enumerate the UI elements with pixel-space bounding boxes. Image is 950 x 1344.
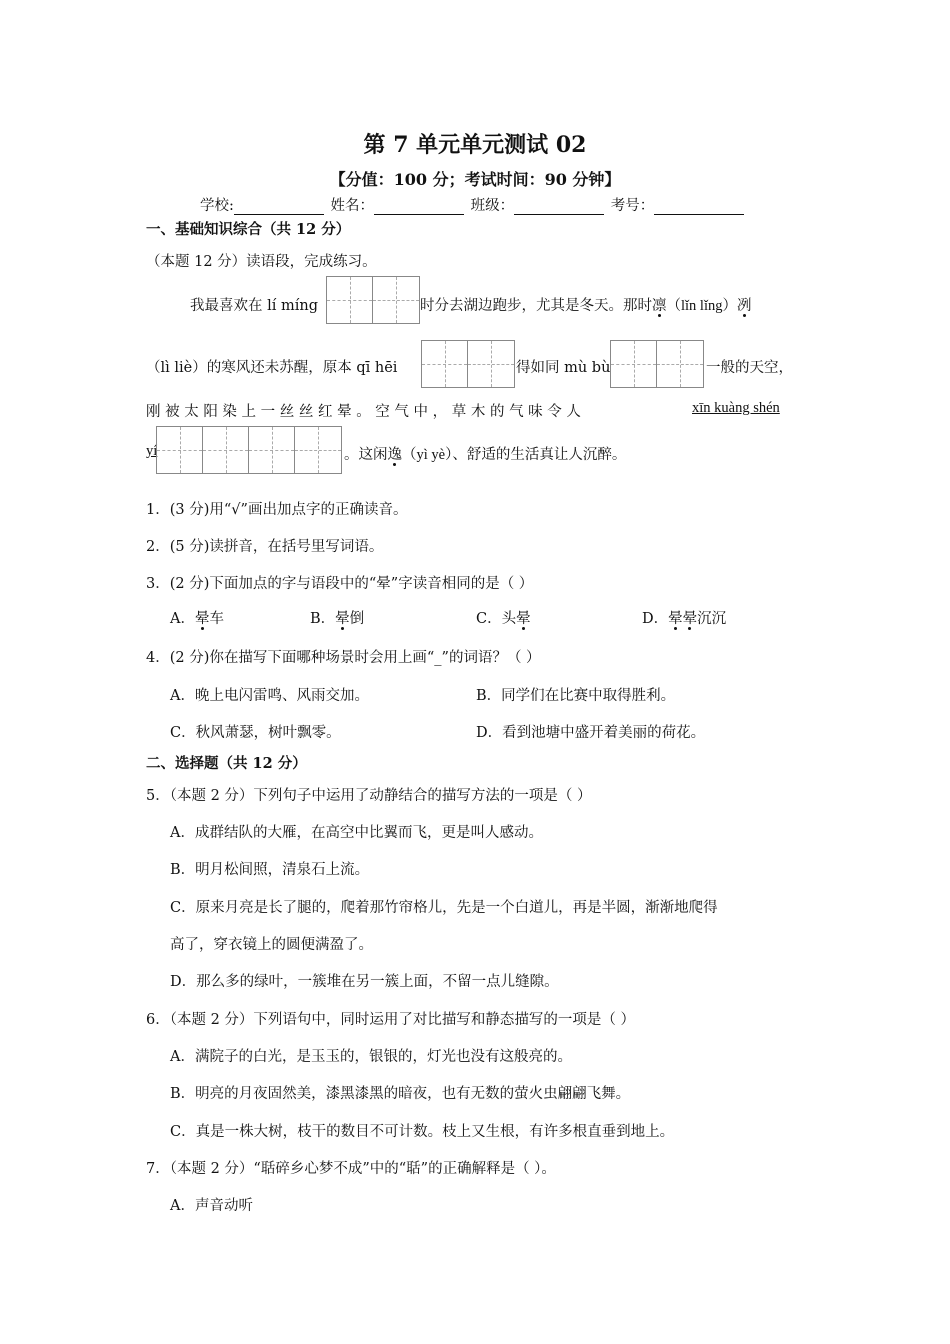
page-title: 第 7 单元单元测试 02 [363, 132, 587, 158]
pinyin-choice[interactable]: （lǐn lǐng） [666, 298, 737, 314]
section-2-heading: 二、选择题（共 12 分） [146, 755, 307, 772]
question-2: 2．(5 分)读拼音，在括号里写词语。 [146, 539, 384, 555]
passage-line-4b [344, 443, 626, 464]
passage-line-1a: 我最喜欢在 lí míng [190, 298, 319, 314]
question-1: 1．(3 分)用“√”画出加点字的正确读音。 [146, 502, 408, 518]
question-3: 3．(2 分)下面加点的字与语段中的“晕”字读音相同的是（ ） [146, 576, 534, 592]
option-text: 沉沉 [697, 611, 727, 627]
passage-line-3b: xīn kuàng shén [692, 400, 780, 416]
option-label: A． [170, 611, 195, 627]
q6-option-c[interactable]: C．真是一株大树，枝干的数目不可计数。枝上又生根，有许多根直垂到地上。 [170, 1124, 675, 1140]
option-text: 头 [501, 611, 517, 627]
q6-option-b[interactable]: B．明亮的月夜固然美，漆黑漆黑的暗夜，也有无数的萤火虫翩翩飞舞。 [170, 1086, 631, 1102]
class-label: 班级： [470, 198, 515, 214]
grid-cell[interactable] [373, 277, 419, 323]
grid-cell[interactable] [468, 341, 514, 387]
q3-option-a[interactable] [170, 607, 224, 628]
section-1-heading: 一、基础知识综合（共 12 分） [146, 221, 351, 238]
dotted-char: 晕 [516, 611, 531, 627]
grid-cell[interactable] [611, 341, 657, 387]
q5-option-c-line1[interactable]: C．原来月亮是长了腿的，爬着那竹帘格儿，先是一个白道儿，再是半圆，渐渐地爬得 [170, 900, 718, 916]
passage-line-2b: 得如同 mù bù [516, 360, 611, 376]
name-blank[interactable] [374, 200, 464, 215]
class-blank[interactable] [514, 200, 604, 215]
dotted-char: 逸 [387, 447, 402, 463]
q3-option-d[interactable] [642, 607, 726, 628]
option-text: 车 [209, 611, 224, 627]
question-7: 7．（本题 2 分）“聒碎乡心梦不成”中的“聒”的正确解释是（ ）。 [146, 1161, 556, 1177]
dotted-char: 晕 [335, 611, 350, 627]
option-label: C． [476, 611, 502, 627]
dotted-char: 晕 [194, 611, 210, 627]
q4-option-b[interactable]: B．同学们在比赛中取得胜利。 [476, 688, 676, 704]
number-label: 考号： [610, 198, 655, 214]
dotted-char: 晕 [682, 611, 698, 627]
name-label: 姓名： [330, 198, 374, 214]
section-1-intro: （本题 12 分）读语段，完成练习。 [146, 254, 377, 270]
passage-line-3a: 刚 被 太 阳 染 上 一 丝 丝 红 晕 。 空 气 中 ， 草 木 的 气 味 令 人 [146, 404, 581, 420]
grid-cell[interactable] [249, 427, 295, 473]
dotted-char: 晕 [668, 611, 683, 627]
q5-option-b[interactable]: B．明月松间照，清泉石上流。 [170, 862, 370, 878]
answer-grid-xin-kuang-shen-yi[interactable] [156, 426, 342, 474]
passage-line-2c: 一般的天空， [706, 360, 793, 376]
q3-option-b[interactable] [310, 607, 364, 628]
question-6: 6．（本题 2 分）下列语句中，同时运用了对比描写和静态描写的一项是（ ） [146, 1012, 636, 1028]
passage-text: 。这闲 [344, 447, 388, 463]
passage-line-4a: yí [146, 443, 158, 459]
passage-text: 时分去湖边跑步，尤其是冬天。那时 [420, 298, 652, 314]
q5-option-a[interactable]: A．成群结队的大雁，在高空中比翼而飞，更是叫人感动。 [170, 825, 543, 841]
q5-option-d[interactable]: D．那么多的绿叶，一簇堆在另一簇上面，不留一点儿缝隙。 [170, 974, 559, 990]
grid-cell[interactable] [657, 341, 703, 387]
grid-cell[interactable] [327, 277, 373, 323]
answer-grid-qi-hei[interactable] [421, 340, 515, 388]
passage-line-2a: （lì liè）的寒风还未苏醒，原本 qī hēi [146, 360, 398, 376]
exam-meta: 【分值：100 分；考试时间：90 分钟】 [329, 170, 621, 189]
pinyin-choice[interactable]: （yì yè）、舒适的生活真让人沉醉。 [402, 447, 627, 463]
q4-option-a[interactable]: A．晚上电闪雷鸣、风雨交加。 [170, 688, 369, 704]
q4-option-c[interactable]: C．秋风萧瑟，树叶飘零。 [170, 725, 341, 741]
q7-option-a[interactable]: A．声音动听 [170, 1198, 253, 1214]
option-label: B． [310, 611, 336, 627]
q4-option-d[interactable]: D．看到池塘中盛开着美丽的荷花。 [476, 725, 706, 741]
dotted-char: 凛 [652, 298, 667, 314]
grid-cell[interactable] [295, 427, 341, 473]
q6-option-a[interactable]: A．满院子的白光，是玉玉的，银银的，灯光也没有这般亮的。 [170, 1049, 572, 1065]
grid-cell[interactable] [422, 341, 468, 387]
answer-grid-li-ming[interactable] [326, 276, 420, 324]
dotted-char: 冽 [737, 298, 752, 314]
question-5: 5．（本题 2 分）下列句子中运用了动静结合的描写方法的一项是（ ） [146, 788, 592, 804]
student-info-line [200, 194, 746, 215]
school-label: 学校: [200, 198, 234, 214]
answer-grid-mu-bu[interactable] [610, 340, 704, 388]
passage-line-1b [420, 294, 752, 315]
q5-option-c-line2: 高了，穿衣镜上的圆便满盈了。 [170, 937, 373, 953]
grid-cell[interactable] [203, 427, 249, 473]
school-blank[interactable] [234, 200, 324, 215]
question-4: 4．(2 分)你在描写下面哪种场景时会用上画“_”的词语？（ ） [146, 650, 541, 666]
grid-cell[interactable] [157, 427, 203, 473]
option-text: 倒 [349, 611, 365, 627]
option-label: D． [642, 611, 669, 627]
q3-option-c[interactable] [476, 607, 531, 628]
number-blank[interactable] [654, 200, 744, 215]
